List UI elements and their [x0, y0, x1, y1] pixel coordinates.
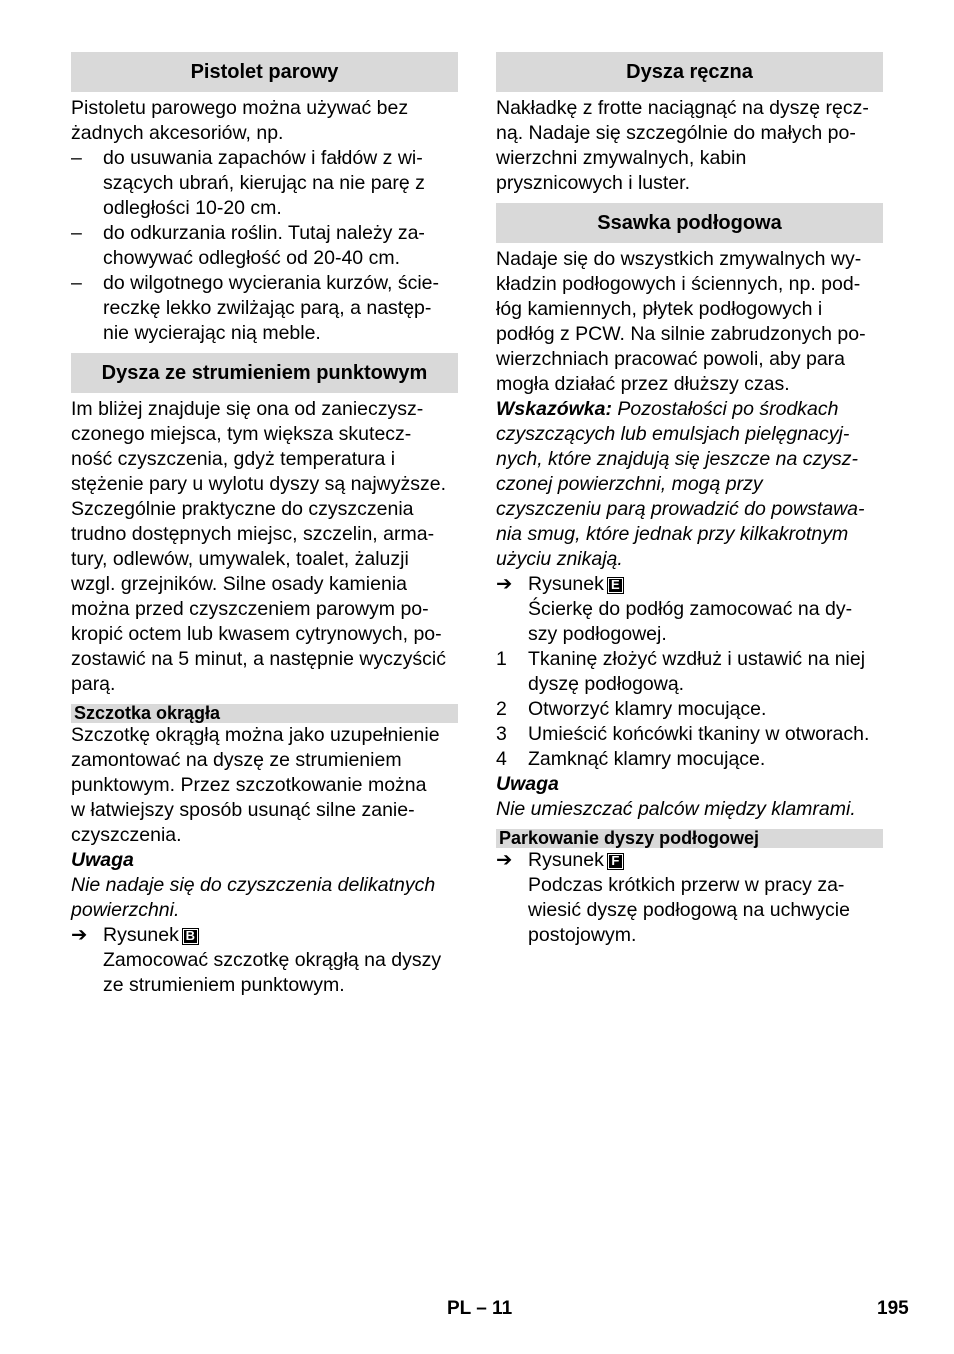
figure-letter-icon: B: [183, 929, 198, 944]
text-line: [496, 96, 883, 121]
section-heading: Dysza ze strumieniem punktowym: [71, 353, 458, 393]
line-text: Nadaje się do wszystkich zmywalnych wy-: [496, 248, 862, 270]
line-text: Pistoletu parowego można używać bez: [71, 97, 409, 119]
text-line: [496, 146, 883, 171]
text-line: nie wycierając nią meble.: [103, 322, 321, 344]
figure-reference: [71, 923, 458, 998]
list-marker: 1: [496, 648, 507, 670]
paragraph: [71, 723, 458, 848]
paragraph: [71, 96, 458, 146]
note-title: Uwaga: [71, 849, 134, 871]
line-text: czonego miejsca, tym większa skutecz-: [71, 423, 412, 445]
list-item: [496, 747, 883, 772]
text-line: dyszę podłogową.: [528, 673, 685, 695]
line-text: podłóg z PCW. Na silnie zabrudzonych po-: [496, 323, 866, 345]
line-text: powierzchni.: [71, 899, 180, 921]
line-text: czyszczenia.: [71, 824, 182, 846]
line-text: czyszczeniu parą prowadzić do powstawa-: [496, 498, 865, 520]
text-line: reczkę lekko zwilżając parą, a następ-: [103, 297, 432, 319]
figure-reference: [496, 572, 883, 647]
list-item: [496, 697, 883, 722]
text-line: [71, 773, 458, 798]
text-line: [496, 121, 883, 146]
text-line: [496, 797, 883, 822]
line-text: parą.: [71, 673, 116, 695]
line-text: czyszczących lub emulsjach pielęgnacyj-: [496, 423, 850, 445]
figure-line: [528, 572, 883, 597]
paragraph: [496, 247, 883, 397]
line-text: Nie nadaje się do czyszczenia delikatnych: [71, 874, 436, 896]
text-line: [496, 522, 883, 547]
line-text: czonej powierzchni, mogą przy: [496, 473, 763, 495]
text-line: [71, 497, 458, 522]
text-line: [71, 798, 458, 823]
figure-letter-icon: E: [608, 578, 623, 593]
text-line: Podczas krótkich przerw w pracy za-: [528, 874, 845, 896]
text-line: [71, 597, 458, 622]
list-marker: 3: [496, 723, 507, 745]
section-heading: Pistolet parowy: [71, 52, 458, 92]
text-line: [71, 422, 458, 447]
text-line: [496, 347, 883, 372]
text-line: Otworzyć klamry mocujące.: [528, 698, 767, 720]
arrow-icon: ➔: [496, 849, 513, 871]
text-line: [71, 447, 458, 472]
line-text: wzgl. grzejników. Silne osady kamienia: [71, 573, 407, 595]
arrow-icon: ➔: [71, 924, 88, 946]
note-title: Uwaga: [496, 773, 559, 795]
figure-label: Rysunek: [528, 573, 604, 595]
text-line: Tkaninę złożyć wzdłuż i ustawić na niej: [528, 648, 866, 670]
text-line: chowywać odległość od 20-40 cm.: [103, 247, 400, 269]
text-line: [496, 547, 883, 572]
text-line: [71, 472, 458, 497]
left-column: [71, 52, 458, 998]
list-marker: –: [71, 272, 82, 294]
line-text: Pozostałości po środkach: [611, 398, 839, 420]
text-line: ze strumieniem punktowym.: [103, 974, 345, 996]
text-line: odległości 10-20 cm.: [103, 197, 282, 219]
list-item: [496, 647, 883, 697]
text-line: [71, 96, 458, 121]
text-line: szących ubrań, kierując na nie parę z: [103, 172, 425, 194]
list-marker: 4: [496, 748, 507, 770]
list-marker: –: [71, 147, 82, 169]
text-line: Ścierkę do podłóg zamocować na dy-: [528, 598, 853, 620]
text-line: [71, 823, 458, 848]
line-text: mogła działać przez dłuższy czas.: [496, 373, 790, 395]
line-text: można przed czyszczeniem parowym po-: [71, 598, 429, 620]
arrow-icon: ➔: [496, 573, 513, 595]
line-text: Szczotkę okrągłą można jako uzupełnienie: [71, 724, 440, 746]
line-text: kładzin podłogowych i ściennych, np. pod-: [496, 273, 861, 295]
line-text: prysznicowych i luster.: [496, 172, 690, 194]
text-line: [71, 748, 458, 773]
text-line: [71, 547, 458, 572]
line-text: Im bliżej znajduje się ona od zanieczysz-: [71, 398, 424, 420]
line-text: użyciu znikają.: [496, 548, 623, 570]
text-line: [71, 522, 458, 547]
line-text: w łatwiejszy sposób usunąć silne zanie-: [71, 799, 415, 821]
line-text: nych, które znajdują się jeszcze na czysz-: [496, 448, 858, 470]
line-text: łóg kamiennych, płytek podłogowych i: [496, 298, 823, 320]
note-lead: Wskazówka:: [496, 398, 612, 420]
text-line: [71, 647, 458, 672]
figure-label: Rysunek: [528, 849, 604, 871]
text-line: [71, 873, 458, 898]
line-text: kropić octem lub kwasem cytrynowych, po-: [71, 623, 442, 645]
text-line: postojowym.: [528, 924, 637, 946]
list-marker: –: [71, 222, 82, 244]
text-line: [71, 672, 458, 697]
line-text: zostawić na 5 minut, a następnie wyczyścić: [71, 648, 446, 670]
list-item: [496, 722, 883, 747]
subsection-heading: Parkowanie dyszy podłogowej: [496, 829, 883, 848]
text-line: [496, 447, 883, 472]
text-line: [496, 171, 883, 196]
text-line: [496, 297, 883, 322]
text-line: do odkurzania roślin. Tutaj należy za-: [103, 222, 425, 244]
line-text: wierzchniach pracować powoli, aby para: [496, 348, 846, 370]
line-text: trudno dostępnych miejsc, szczelin, arma-: [71, 523, 435, 545]
line-text: nia smug, które jednak przy kilkakrotnym: [496, 523, 849, 545]
line-text: punktowym. Przez szczotkowanie można: [71, 774, 427, 796]
line-text: Szczególnie praktyczne do czyszczenia: [71, 498, 414, 520]
text-line: [71, 898, 458, 923]
text-line: wiesić dyszę podłogową na uchwycie: [528, 899, 850, 921]
paragraph: [71, 873, 458, 923]
text-line: [496, 247, 883, 272]
line-text: tury, odlewów, umywalek, toalet, żaluzji: [71, 548, 409, 570]
figure-line: [528, 848, 883, 873]
text-line: Zamknąć klamry mocujące.: [528, 748, 766, 770]
text-line: [496, 272, 883, 297]
section-heading: Dysza ręczna: [496, 52, 883, 92]
line-text: Nakładkę z frotte naciągnąć na dyszę ręcz-: [496, 97, 869, 119]
list-item: [71, 271, 458, 346]
line-text: wierzchni zmywalnych, kabin: [496, 147, 747, 169]
text-line: [71, 397, 458, 422]
line-text: zamontować na dyszę ze strumieniem: [71, 749, 402, 771]
figure-letter-icon: F: [608, 854, 623, 869]
text-line: szy podłogowej.: [528, 623, 667, 645]
paragraph: [496, 96, 883, 196]
list-marker: 2: [496, 698, 507, 720]
text-line: [71, 572, 458, 597]
page-number: 195: [877, 1298, 909, 1319]
text-line: [496, 397, 883, 422]
list-item: [71, 146, 458, 221]
text-line: [71, 723, 458, 748]
line-text: ną. Nadaje się szczególnie do małych po-: [496, 122, 856, 144]
list-item: [71, 221, 458, 271]
section-heading: Ssawka podłogowa: [496, 203, 883, 243]
text-line: [496, 472, 883, 497]
paragraph: [71, 397, 458, 697]
line-text: stężenie pary u wylotu dyszy są najwyższe.: [71, 473, 446, 495]
paragraph: [496, 397, 883, 572]
figure-label: Rysunek: [103, 924, 179, 946]
subsection-heading: Szczotka okrągła: [71, 704, 458, 723]
text-line: do wilgotnego wycierania kurzów, ście-: [103, 272, 439, 294]
text-line: Umieścić końcówki tkaniny w otworach.: [528, 723, 870, 745]
section-page-label: PL – 11: [447, 1298, 513, 1319]
text-line: Zamocować szczotkę okrągłą na dyszy: [103, 949, 442, 971]
text-line: [496, 497, 883, 522]
figure-line: [103, 923, 458, 948]
line-text: żadnych akcesoriów, np.: [71, 122, 284, 144]
text-line: do usuwania zapachów i fałdów z wi-: [103, 147, 423, 169]
line-text: Nie umieszczać palców między klamrami.: [496, 798, 856, 820]
paragraph: [496, 797, 883, 822]
text-line: [71, 121, 458, 146]
text-line: [71, 622, 458, 647]
text-line: [496, 422, 883, 447]
text-line: [496, 322, 883, 347]
figure-reference: [496, 848, 883, 948]
text-line: [496, 372, 883, 397]
line-text: ność czyszczenia, gdyż temperatura i: [71, 448, 396, 470]
right-column: [496, 52, 883, 948]
